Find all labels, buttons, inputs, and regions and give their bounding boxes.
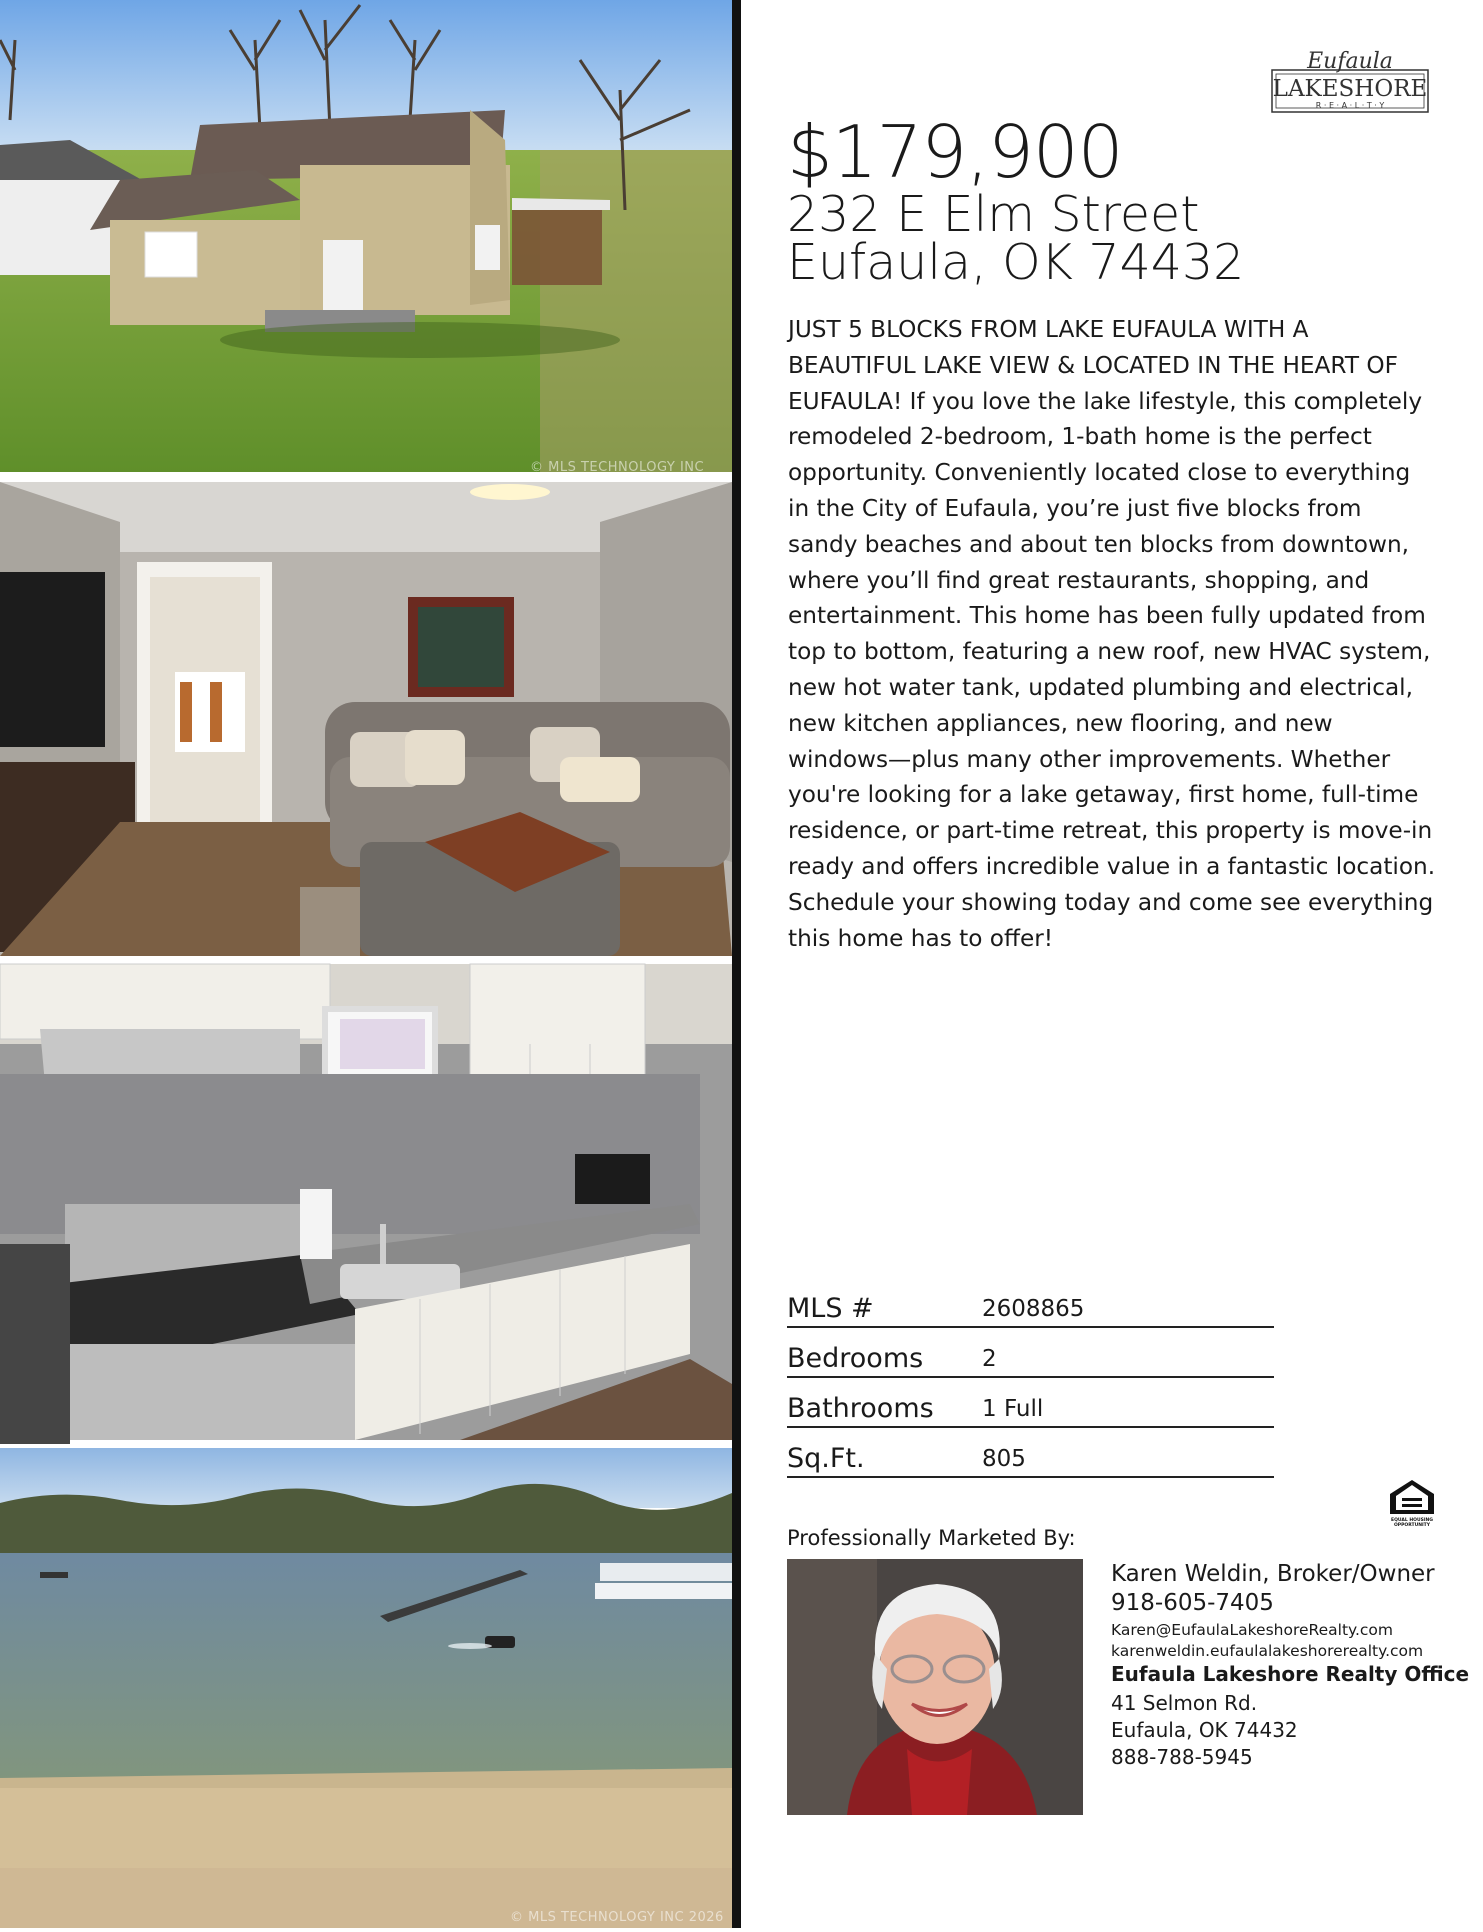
agent-website[interactable]: karenweldin.eufaulalakeshorerealty.com bbox=[1111, 1642, 1424, 1660]
photo-living-room bbox=[0, 482, 732, 956]
fact-label: Bathrooms bbox=[787, 1393, 934, 1424]
photo-exterior bbox=[0, 0, 732, 475]
agent-email[interactable]: Karen@EufaulaLakeshoreRealty.com bbox=[1111, 1621, 1394, 1639]
fact-row-bathrooms bbox=[787, 1378, 1274, 1428]
svg-text:Eufaula: Eufaula bbox=[1307, 49, 1393, 74]
svg-text:OPPORTUNITY: OPPORTUNITY bbox=[1393, 1523, 1431, 1528]
photo-kitchen bbox=[0, 964, 732, 1440]
office-city: Eufaula, OK 74432 bbox=[1111, 1718, 1298, 1742]
fact-row-bedrooms bbox=[787, 1328, 1274, 1378]
photo-watermark: © MLS TECHNOLOGY INC 2026 bbox=[510, 1910, 724, 1925]
property-facts bbox=[787, 1278, 1274, 1478]
photo-lake bbox=[0, 1448, 732, 1928]
lake-image bbox=[0, 1448, 732, 1928]
marketed-by-label: Professionally Marketed By: bbox=[787, 1526, 1076, 1550]
equal-housing-icon bbox=[1386, 1478, 1438, 1528]
fact-value: 1 Full bbox=[982, 1396, 1044, 1422]
svg-text:LAKESHORE: LAKESHORE bbox=[1272, 76, 1428, 102]
fact-value: 2 bbox=[982, 1346, 997, 1372]
svg-text:EQUAL HOUSING: EQUAL HOUSING bbox=[1391, 1518, 1433, 1523]
company-logo bbox=[1268, 50, 1432, 118]
office-street: 41 Selmon Rd. bbox=[1111, 1691, 1258, 1715]
office-name: Eufaula Lakeshore Realty Office bbox=[1111, 1662, 1470, 1686]
listing-city-state-zip: Eufaula, OK 74432 bbox=[787, 234, 1245, 291]
fact-row-mls bbox=[787, 1278, 1274, 1328]
office-phone[interactable]: 888-788-5945 bbox=[1111, 1745, 1253, 1769]
agent-name: Karen Weldin, Broker/Owner bbox=[1111, 1561, 1435, 1587]
photo-watermark: © MLS TECHNOLOGY INC bbox=[530, 460, 705, 475]
fact-label: MLS # bbox=[787, 1293, 874, 1324]
listing-description: JUST 5 BLOCKS FROM LAKE EUFAULA WITH A BEAUTIFUL LAKE VIEW & LOCATED IN THE HEART OF EUFAULA! If you love the lake lifestyle, this completely remodeled 2-bedroom, 1-bath home is the perfect opportunity. Conveniently located close to everything in the City of Eufaula, you’re just five blocks from sandy beaches and about ten blocks from downtown, where you’ll find great restaurants, shopping, and entertainment. This home has been fully updated from top to bottom, featuring a new roof, new HVAC system, new hot water tank, updated plumbing and electrical, new kitchen appliances, new flooring, and new windows—plus many other improvements. Whether you're looking for a lake getaway, first home, full-time residence, or part-time retreat, this property is move-in ready and offers incredible value in a fantastic location. Schedule your showing today and come see everything this home has to offer! bbox=[788, 316, 1436, 952]
agent-phone[interactable]: 918-605-7405 bbox=[1111, 1590, 1274, 1616]
svg-text:R · E · A · L · T · Y: R · E · A · L · T · Y bbox=[1315, 101, 1385, 110]
exterior-image bbox=[0, 0, 732, 472]
kitchen-image bbox=[0, 964, 732, 1440]
living-room-image bbox=[0, 482, 732, 956]
listing-street: 232 E Elm Street bbox=[787, 186, 1200, 243]
column-divider bbox=[732, 0, 741, 1928]
fact-value: 805 bbox=[982, 1446, 1026, 1472]
listing-price: $179,900 bbox=[787, 110, 1123, 194]
fact-label: Bedrooms bbox=[787, 1343, 924, 1374]
fact-row-sqft bbox=[787, 1428, 1274, 1478]
agent-photo bbox=[787, 1559, 1083, 1815]
fact-label: Sq.Ft. bbox=[787, 1443, 865, 1474]
fact-value: 2608865 bbox=[982, 1296, 1085, 1322]
